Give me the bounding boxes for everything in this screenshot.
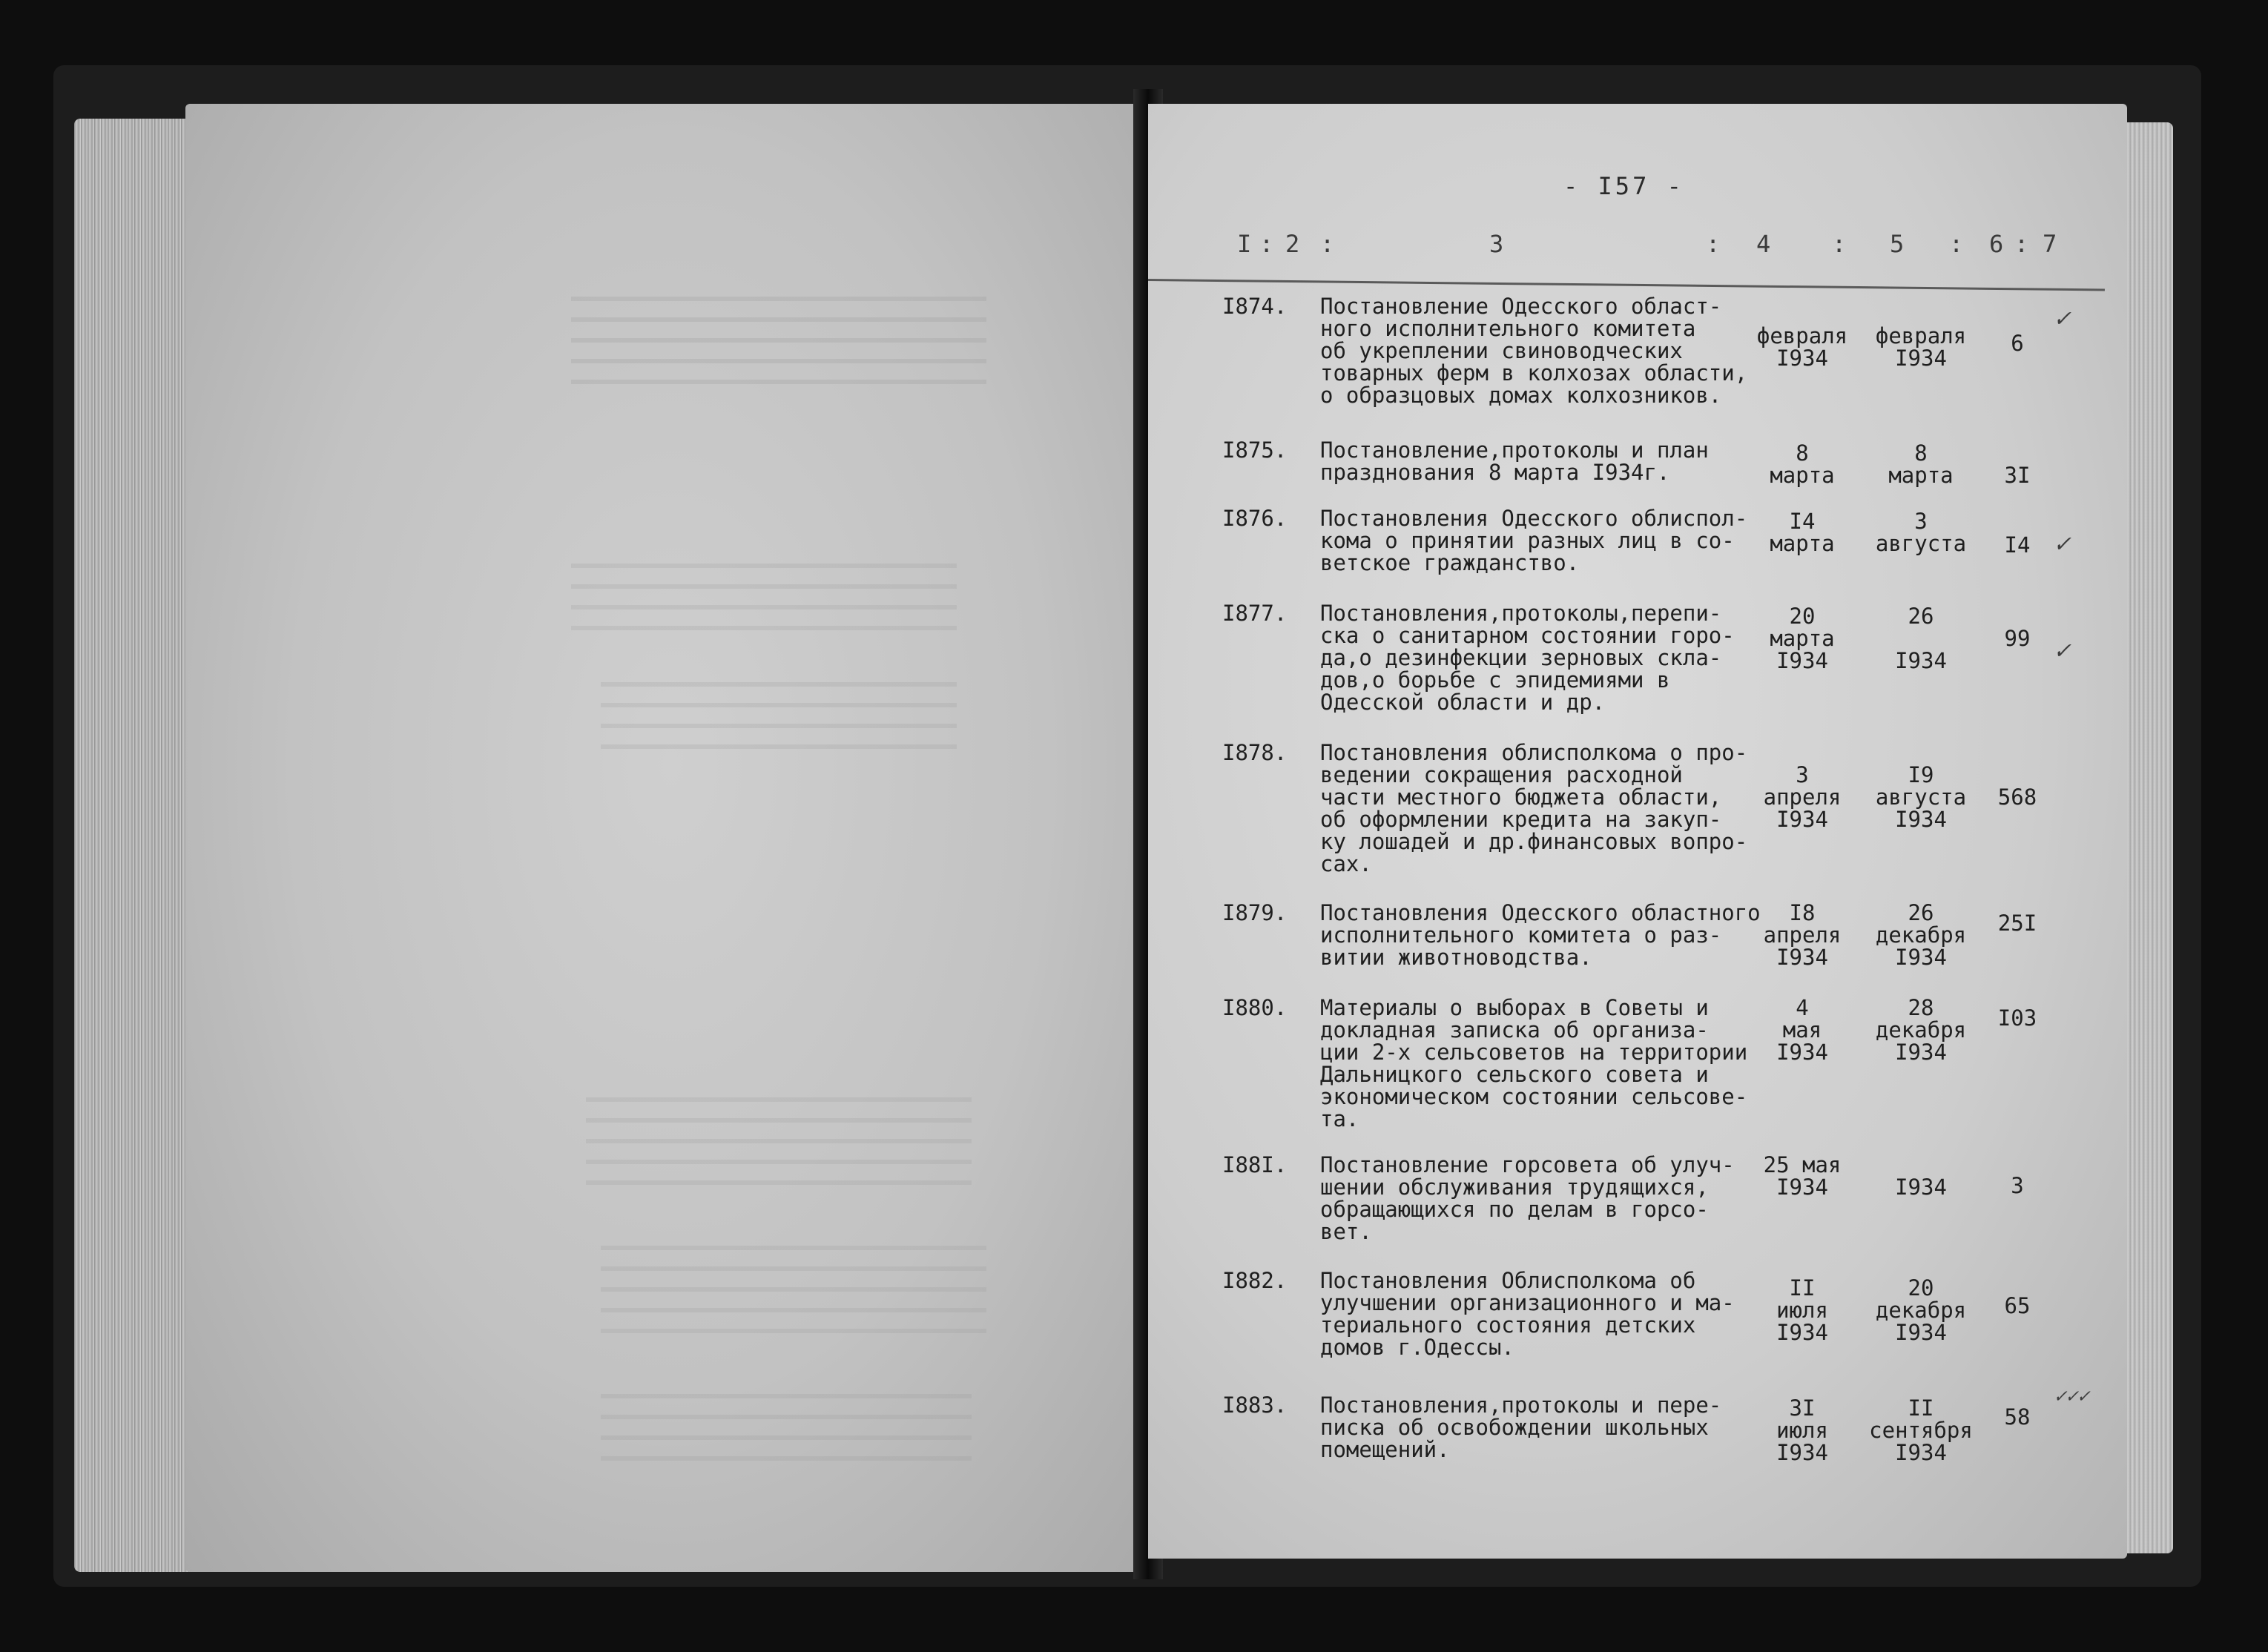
entry-sheet-count: 99 — [2004, 626, 2031, 651]
bleed-through-texture — [571, 564, 957, 645]
entry-end-date: I934 — [1895, 1174, 1947, 1200]
column-header: 7 — [2043, 230, 2057, 258]
checkmark-icon: ✓ — [2054, 303, 2070, 333]
bleed-through-texture — [601, 1394, 972, 1461]
entry-number: I874. — [1222, 294, 1288, 319]
entry-number: I875. — [1222, 437, 1288, 463]
checkmark-icon: ✓✓✓ — [2054, 1385, 2089, 1407]
entry-sheet-count: 25I — [1997, 911, 2037, 936]
entry-description: Постановление Одесского област- ного исполнительного комитета об укреплении свиноводческих товарных ферм в колхозах области, о образцовых домах колхозников. — [1320, 294, 1748, 408]
entry-description: Постановления,протоколы и пере- писка об освобождении школьных помещений. — [1320, 1392, 1722, 1462]
right-page — [1148, 104, 2127, 1559]
column-header: 2 — [1285, 230, 1300, 258]
header-rule — [1148, 279, 2105, 291]
column-header: 4 — [1756, 230, 1771, 258]
entry-sheet-count: 3I — [2004, 463, 2031, 488]
entry-description: Постановления,протоколы,перепи- ска о санитарном состоянии горо- да,о дезинфекции зерновых скла- дов,о борьбе с эпидемиями в Одесской области и др. — [1320, 601, 1735, 715]
column-separator: : — [1949, 230, 1964, 258]
column-header: I — [1237, 230, 1252, 258]
column-header: 3 — [1489, 230, 1504, 258]
entry-end-date: 8 марта — [1888, 440, 1954, 488]
entry-description: Постановления Одесского облиспол- кома о принятии разных лиц в со- ветское гражданство. — [1320, 506, 1748, 575]
entry-number: I883. — [1222, 1392, 1288, 1418]
bleed-through-texture — [601, 1246, 986, 1335]
entry-end-date: 3 августа — [1875, 509, 1967, 556]
entry-start-date: I4 марта — [1770, 509, 1835, 556]
entry-number: I879. — [1222, 900, 1288, 925]
entry-start-date: 25 мая I934 — [1763, 1152, 1842, 1200]
checkmark-icon: ✓ — [2054, 635, 2070, 665]
column-separator: : — [1706, 230, 1721, 258]
entry-start-date: 20 марта I934 — [1770, 604, 1835, 673]
entry-description: Постановления облисполкома о про- ведении сокращения расходной части местного бюджета области, об оформлении кредита на закуп- ку лошадей и др.финансовых вопро- сах. — [1320, 740, 1748, 876]
entry-start-date: февраля I934 — [1756, 323, 1848, 371]
bleed-through-texture — [601, 682, 957, 749]
entry-description: Постановление горсовета об улуч- шении обслуживания трудящихся, обращающихся по делам в горсо- вет. — [1320, 1152, 1735, 1244]
entry-number: I880. — [1222, 995, 1288, 1020]
bleed-through-texture — [586, 1097, 972, 1201]
right-page-edges — [2121, 122, 2173, 1553]
entry-number: I88I. — [1222, 1152, 1288, 1177]
entry-start-date: 8 марта — [1770, 440, 1835, 488]
entry-end-date: I9 августа I934 — [1875, 762, 1967, 832]
left-page — [185, 104, 1157, 1572]
column-header: 5 — [1890, 230, 1905, 258]
entry-end-date: 26 декабря I934 — [1875, 900, 1967, 970]
entry-start-date: I8 апреля I934 — [1763, 900, 1842, 970]
entry-end-date: 28 декабря I934 — [1875, 995, 1967, 1065]
entry-start-date: II июля I934 — [1776, 1275, 1828, 1345]
entry-description: Материалы о выборах в Советы и докладная записка об организа- ции 2-х сельсоветов на территории Дальницкого сельского совета и экономическом состоянии сельсове- та. — [1320, 995, 1748, 1131]
entry-sheet-count: 6 — [2011, 331, 2024, 356]
column-separator: : — [1832, 230, 1847, 258]
entry-end-date: февраля I934 — [1875, 323, 1967, 371]
entry-description: Постановления Облисполкома об улучшении организационного и ма- териального состояния детских домов г.Одессы. — [1320, 1268, 1735, 1360]
entry-description: Постановления Одесского областного исполнительного комитета о раз- витии животноводства. — [1320, 900, 1761, 970]
column-headers — [1148, 230, 2127, 274]
entry-end-date: 26 I934 — [1895, 604, 1947, 673]
column-separator: : — [2014, 230, 2029, 258]
entry-end-date: II сентября I934 — [1869, 1395, 1973, 1465]
entry-start-date: 4 мая I934 — [1776, 995, 1828, 1065]
entry-sheet-count: I03 — [1997, 1005, 2037, 1031]
entry-sheet-count: 58 — [2004, 1404, 2031, 1430]
column-separator: : — [1320, 230, 1335, 258]
column-separator: : — [1259, 230, 1274, 258]
entry-sheet-count: 3 — [2011, 1173, 2024, 1198]
entry-sheet-count: I4 — [2004, 532, 2031, 558]
entry-number: I878. — [1222, 740, 1288, 765]
entry-start-date: 3 апреля I934 — [1763, 762, 1842, 832]
entry-start-date: 3I июля I934 — [1776, 1395, 1828, 1465]
entry-end-date: 20 декабря I934 — [1875, 1275, 1967, 1345]
column-header: 6 — [1989, 230, 2004, 258]
entry-sheet-count: 65 — [2004, 1293, 2031, 1318]
checkmark-icon: ✓ — [2054, 529, 2070, 558]
entry-number: I882. — [1222, 1268, 1288, 1293]
bleed-through-texture — [571, 297, 986, 400]
entry-number: I876. — [1222, 506, 1288, 531]
page-number: - I57 - — [1563, 172, 1684, 200]
left-page-edges — [74, 119, 193, 1572]
entry-number: I877. — [1222, 601, 1288, 626]
entry-description: Постановление,протоколы и план празднования 8 марта I934г. — [1320, 437, 1709, 485]
entry-sheet-count: 568 — [1997, 784, 2037, 810]
